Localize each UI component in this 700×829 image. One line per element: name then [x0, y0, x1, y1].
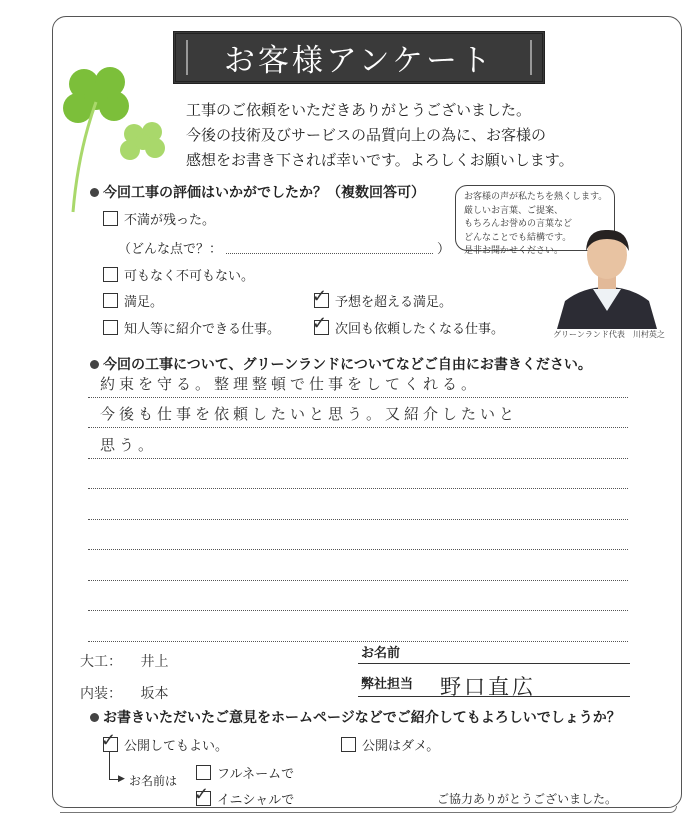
intro-text: [186, 98, 574, 173]
checkbox-recommend[interactable]: [103, 320, 118, 335]
option-label: 予想を超える満足。: [335, 295, 453, 310]
option-again[interactable]: [312, 313, 505, 337]
option-publish-ok[interactable]: [101, 730, 229, 754]
comment-line[interactable]: [88, 398, 628, 429]
checkbox-again[interactable]: [312, 313, 329, 335]
tanto-label: 弊社担当: [361, 677, 414, 692]
bullet-icon: [90, 188, 99, 197]
option-label: 知人等に紹介できる仕事。: [124, 322, 281, 337]
carpenter-label: 大工：: [80, 654, 122, 670]
interior-label: 内装：: [80, 686, 122, 702]
option-recommend[interactable]: [103, 318, 280, 337]
option-label: イニシャルで: [217, 793, 295, 808]
intro-line: 工事のご依頼をいただきありがとうございました。: [186, 101, 532, 119]
bubble-line: どんなことでも結構です。: [464, 232, 572, 243]
q1-heading-text: 今回工事の評価はいかがでしたか？（複数回答可）: [103, 185, 425, 201]
option-exceeded[interactable]: [312, 286, 453, 310]
where-field[interactable]: [118, 238, 450, 257]
where-input-line[interactable]: [226, 252, 433, 254]
option-neutral[interactable]: [103, 265, 254, 284]
option-label: 次回も依頼したくなる仕事。: [335, 322, 505, 337]
comment-line[interactable]: [88, 550, 628, 581]
check-mark-icon: ✓: [194, 784, 210, 805]
option-fullname[interactable]: [196, 763, 294, 782]
name-label: お名前: [361, 646, 401, 661]
closing-message: ご協力ありがとうございました。: [437, 792, 618, 806]
checkbox-neutral[interactable]: [103, 267, 118, 282]
intro-line: 今後の技術及びサービスの品質向上の為に、お客様の: [186, 126, 547, 144]
checkbox-satisfied[interactable]: [103, 293, 118, 308]
checkbox-dissatisfied[interactable]: [103, 211, 118, 226]
bubble-line: 是非お聞かせください。: [464, 246, 564, 256]
checkbox-initial[interactable]: [194, 784, 211, 806]
comment-line[interactable]: [88, 611, 628, 642]
option-label: 可もなく不可もない。: [124, 269, 255, 284]
tanto-name: 野口直広: [440, 675, 536, 699]
bullet-icon: [90, 713, 99, 722]
comment-line[interactable]: [88, 520, 628, 551]
option-initial[interactable]: [194, 784, 295, 808]
interior-name: 坂本: [140, 686, 169, 702]
q3-heading-text: お書きいただいたご意見をホームページなどでご紹介してもよろしいでしょうか？: [103, 710, 621, 726]
option-label: 満足。: [124, 295, 164, 310]
name-prompt: お名前は: [129, 774, 178, 788]
where-suffix: ）: [436, 242, 450, 257]
carpenter-entry: [80, 651, 168, 671]
handwritten-comment: 思う。: [100, 435, 158, 454]
option-publish-no[interactable]: [341, 735, 439, 754]
intro-line: 感想をお書き下されば幸いです。よろしくお願いします。: [186, 151, 574, 169]
option-satisfied[interactable]: [103, 291, 163, 310]
arrow-right-icon: ▶: [118, 774, 125, 784]
comment-area[interactable]: [88, 367, 628, 642]
comment-line[interactable]: [88, 367, 628, 398]
option-label: 公開してもよい。: [124, 739, 229, 754]
interior-entry: [80, 683, 168, 703]
comment-line[interactable]: [88, 489, 628, 520]
q1-heading: [90, 182, 425, 202]
q3-heading: [90, 707, 621, 727]
bubble-line: もちろんお誉めの言葉など: [464, 219, 573, 229]
tanto-field[interactable]: [358, 695, 630, 697]
checkbox-publish-no[interactable]: [341, 737, 356, 752]
comment-line[interactable]: [88, 581, 628, 612]
option-dissatisfied[interactable]: [103, 209, 215, 228]
checkbox-exceeded[interactable]: [312, 286, 329, 308]
option-label: 公開はダメ。: [362, 739, 440, 754]
comment-line[interactable]: [88, 428, 628, 459]
q2-heading-text: 今回の工事について、グリーンランドについてなどご自由にお書きください。: [103, 357, 592, 373]
survey-title: お客様アンケート: [173, 31, 545, 84]
representative-photo: [553, 225, 661, 329]
arrow-line: [109, 752, 110, 779]
option-label: フルネームで: [217, 767, 295, 782]
bubble-line: お客様の声が私たちを熱くします。: [464, 192, 608, 202]
checkbox-publish-ok[interactable]: [101, 730, 118, 752]
check-mark-icon: ✓: [312, 286, 328, 307]
representative-caption: グリーンランド代表 川村英之: [553, 330, 665, 339]
frame-shadow: [60, 806, 677, 813]
check-mark-icon: ✓: [312, 313, 328, 334]
name-field[interactable]: [358, 662, 630, 664]
where-prefix: （どんな点で？：: [118, 242, 223, 257]
option-label: 不満が残った。: [124, 213, 216, 228]
handwritten-comment: 今後も仕事を依頼したいと思う。又紹介したいと: [100, 405, 519, 423]
bubble-line: 厳しいお言葉、ご提案、: [464, 205, 564, 216]
handwritten-comment: 約束を守る。整理整頓で仕事をしてくれる。: [100, 374, 481, 393]
carpenter-name: 井上: [140, 654, 169, 670]
comment-line[interactable]: [88, 459, 628, 490]
checkbox-fullname[interactable]: [196, 765, 211, 780]
check-mark-icon: ✓: [101, 730, 117, 751]
